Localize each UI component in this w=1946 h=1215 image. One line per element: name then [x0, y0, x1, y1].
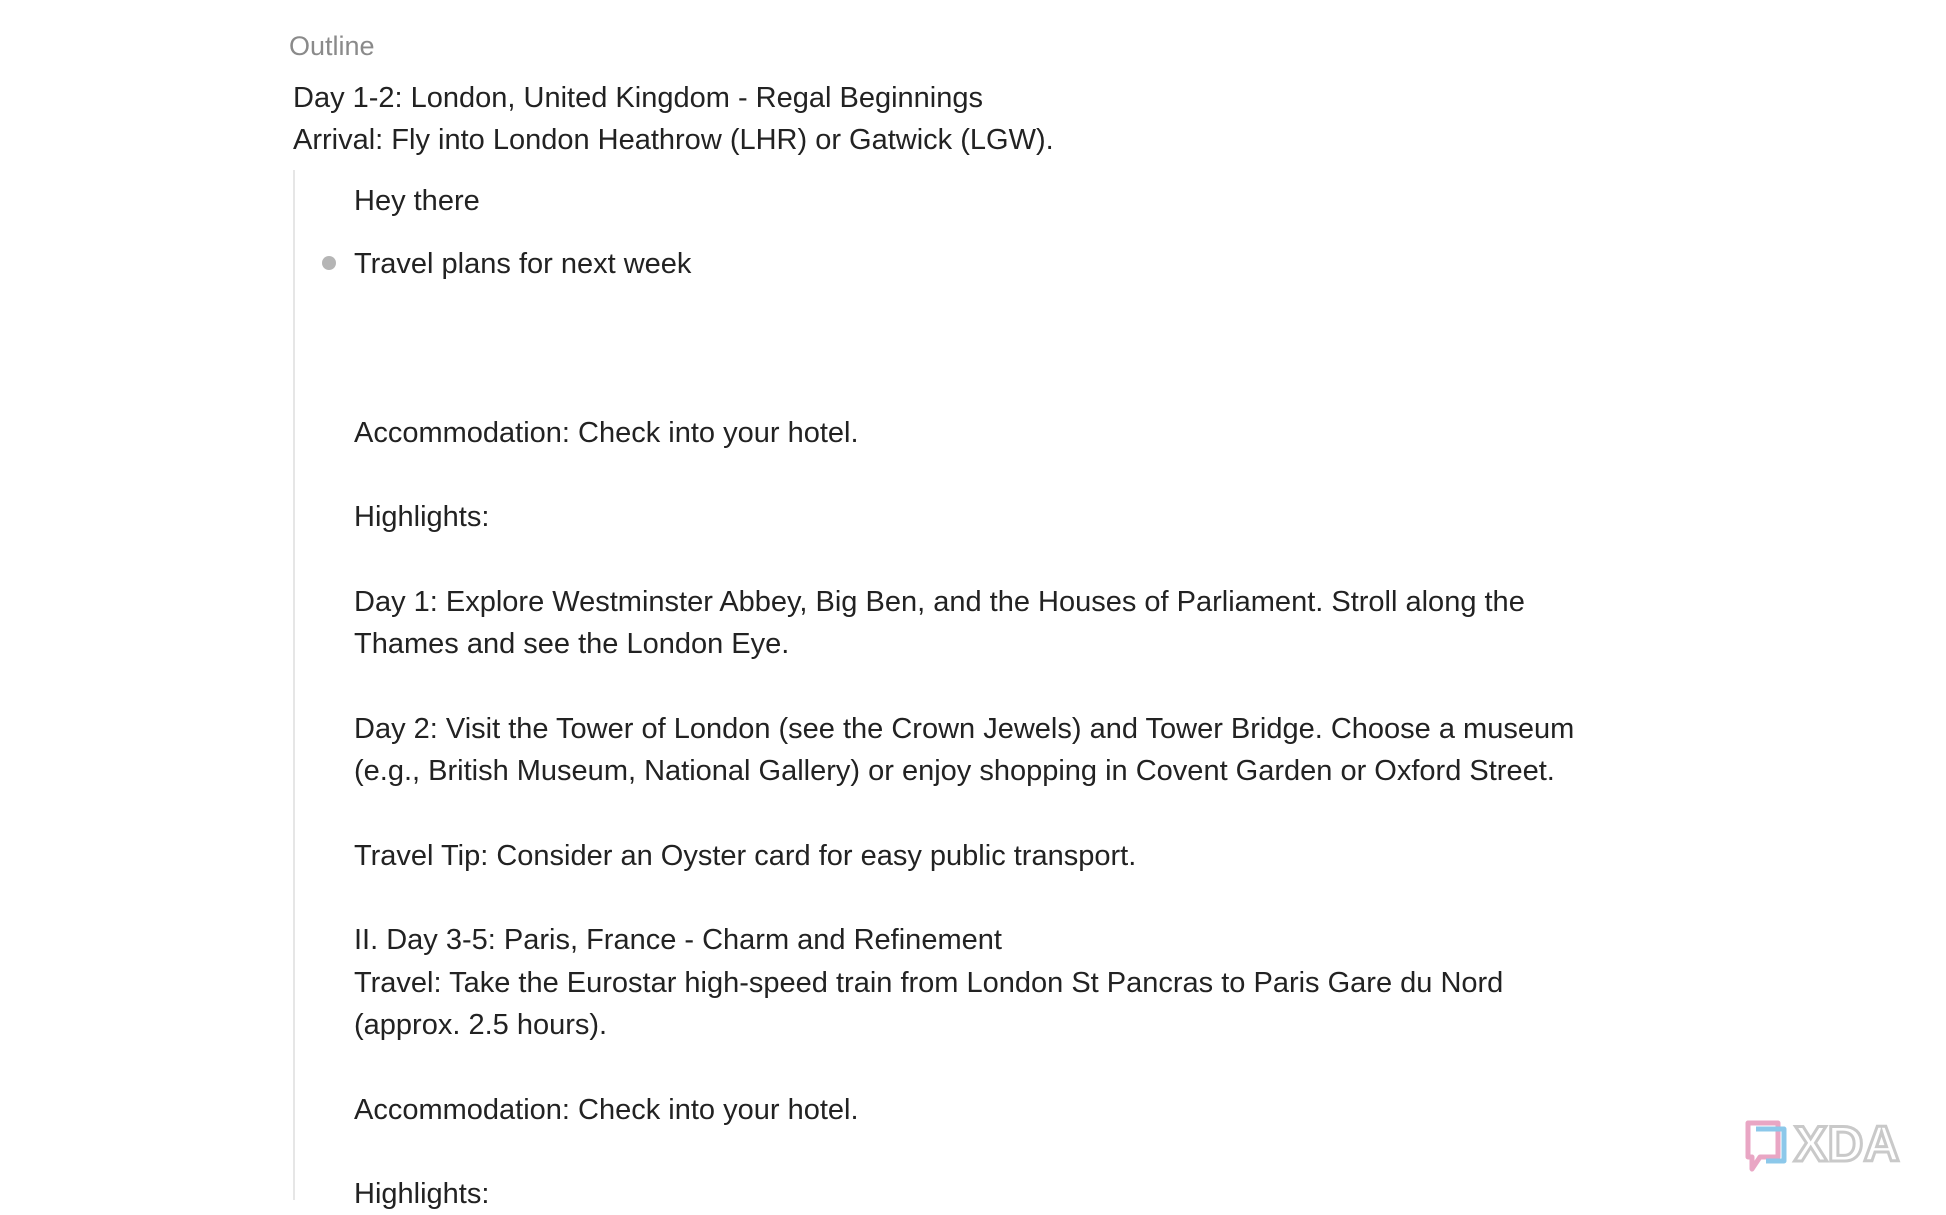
block-indent-rule [293, 170, 295, 1200]
bullet-item-travel-plans[interactable]: Travel plans for next week [354, 248, 692, 280]
highlights-heading-1[interactable]: Highlights: [354, 501, 490, 533]
day1-2-heading[interactable]: Day 1-2: London, United Kingdom - Regal Beginnings [293, 82, 983, 114]
section2-title[interactable]: II. Day 3-5: Paris, France - Charm and Refinement [354, 924, 1002, 956]
day1-line-2[interactable]: Thames and see the London Eye. [354, 628, 790, 660]
xda-logo-icon [1740, 1115, 1930, 1175]
outline-label: Outline [289, 31, 375, 61]
travel-line-2[interactable]: (approx. 2.5 hours). [354, 1009, 608, 1041]
day2-line-2[interactable]: (e.g., British Museum, National Gallery) or enjoy shopping in Covent Garden or Oxford Street. [354, 755, 1555, 787]
accommodation-line-1[interactable]: Accommodation: Check into your hotel. [354, 417, 859, 449]
day2-line-1[interactable]: Day 2: Visit the Tower of London (see the Crown Jewels) and Tower Bridge. Choose a museum [354, 713, 1575, 745]
bullet-icon [322, 256, 336, 270]
xda-watermark-text: XDA [1794, 1116, 1900, 1172]
accommodation-line-2[interactable]: Accommodation: Check into your hotel. [354, 1094, 859, 1126]
highlights-heading-2[interactable]: Highlights: [354, 1178, 490, 1210]
travel-line-1[interactable]: Travel: Take the Eurostar high-speed train from London St Pancras to Paris Gare du Nord [354, 967, 1504, 999]
heading-block[interactable] [293, 77, 1054, 161]
arrival-line[interactable]: Arrival: Fly into London Heathrow (LHR) or Gatwick (LGW). [293, 124, 1054, 156]
travel-tip-line[interactable]: Travel Tip: Consider an Oyster card for easy public transport. [354, 840, 1137, 872]
day1-line-1[interactable]: Day 1: Explore Westminster Abbey, Big Ben, and the Houses of Parliament. Stroll along the [354, 586, 1525, 618]
greeting-text[interactable]: Hey there [354, 185, 480, 217]
